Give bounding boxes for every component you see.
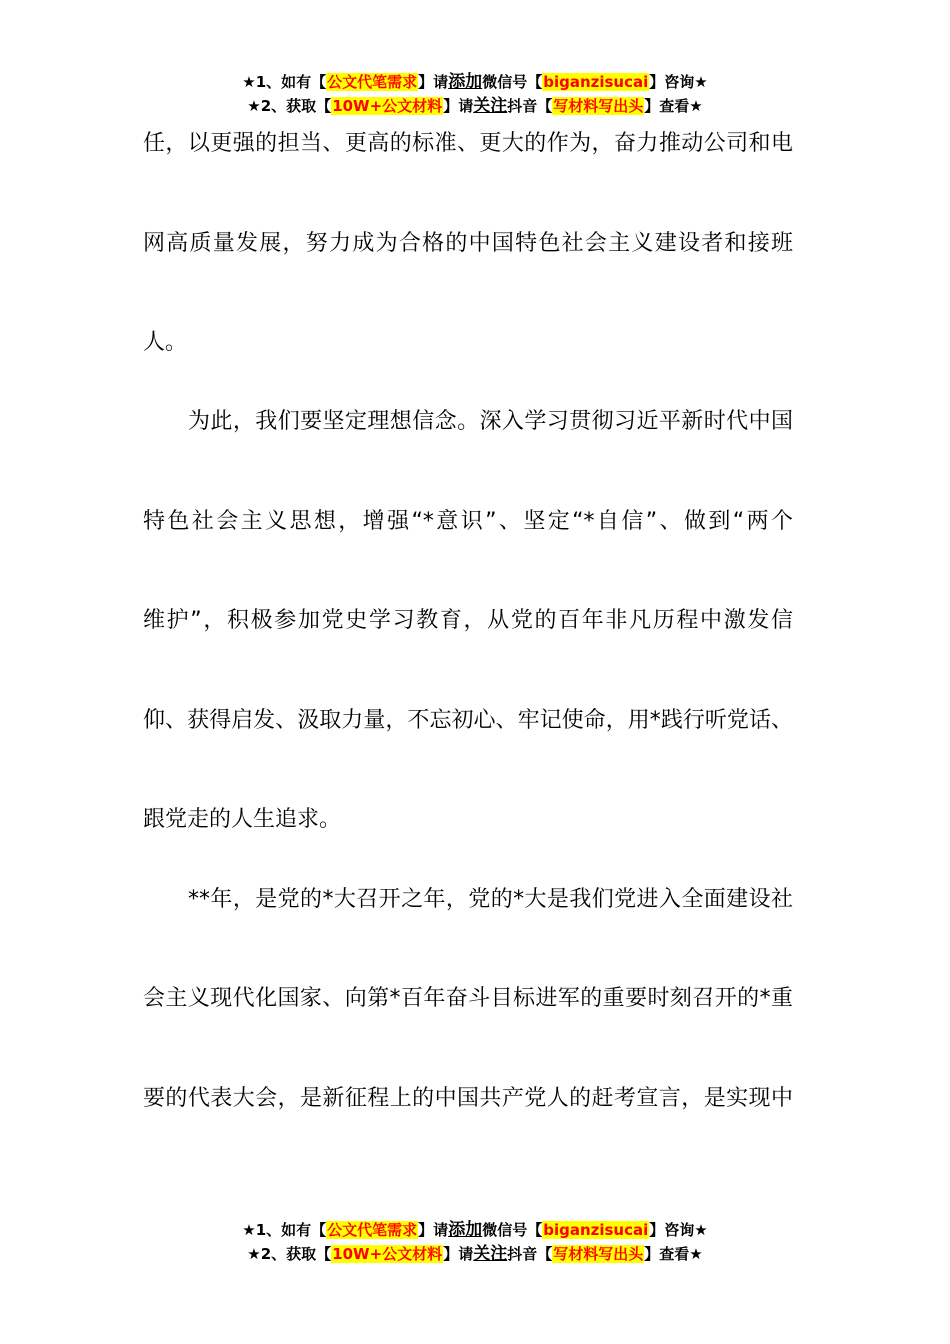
body-line-3: 人。 xyxy=(143,330,188,355)
promo-line-1-mid: 】请 xyxy=(418,73,449,91)
body-line-11: 要的代表大会，是新征程上的中国共产党人的赶考宣言，是实现中 xyxy=(143,1086,793,1111)
promo-line-1-prefix: ★1、如有【 xyxy=(242,1221,327,1239)
promo-line-1-prefix: ★1、如有【 xyxy=(242,73,327,91)
promo-line-1 xyxy=(0,70,950,94)
promo-line-2-mid: 】请 xyxy=(443,97,474,115)
promo-highlight-service: 公文代笔需求 xyxy=(327,73,418,91)
promo-line-2-mid2: 抖音【 xyxy=(507,1245,553,1263)
body-line-8: 跟党走的人生追求。 xyxy=(143,807,342,832)
promo-highlight-materials: 10W+公文材料 xyxy=(332,1245,443,1263)
promo-line-2 xyxy=(0,94,950,118)
promo-banner-top xyxy=(0,70,950,118)
body-line-7: 仰、获得启发、汲取力量，不忘初心、牢记使命，用*践行听党话、 xyxy=(143,708,793,733)
promo-line-1-suffix: 】咨询★ xyxy=(649,73,708,91)
promo-emphasis-follow: 关注 xyxy=(473,1244,508,1264)
promo-highlight-materials: 10W+公文材料 xyxy=(332,97,443,115)
body-line-10: 会主义现代化国家、向第*百年奋斗目标进军的重要时刻召开的*重 xyxy=(143,986,793,1011)
body-line-9: **年，是党的*大召开之年，党的*大是我们党进入全面建设社 xyxy=(188,887,793,912)
promo-line-2-suffix: 】查看★ xyxy=(644,97,703,115)
promo-highlight-wechat-id: biganzisucai xyxy=(543,73,649,91)
promo-highlight-service: 公文代笔需求 xyxy=(327,1221,418,1239)
body-line-5: 特色社会主义思想，增强“*意识”、坚定“*自信”、做到“两个 xyxy=(143,509,793,534)
promo-highlight-douyin: 写材料写出头 xyxy=(553,1245,644,1263)
promo-emphasis-add: 添加 xyxy=(448,1220,483,1240)
promo-line-2-mid: 】请 xyxy=(443,1245,474,1263)
promo-line-1-mid: 】请 xyxy=(418,1221,449,1239)
promo-line-2-footer xyxy=(0,1242,950,1266)
body-line-6: 维护”，积极参加党史学习教育，从党的百年非凡历程中激发信 xyxy=(143,608,793,633)
body-line-4: 为此，我们要坚定理想信念。深入学习贯彻习近平新时代中国 xyxy=(188,409,793,434)
promo-line-1-mid2: 微信号【 xyxy=(482,73,543,91)
promo-emphasis-follow: 关注 xyxy=(473,96,508,116)
promo-line-1-mid2: 微信号【 xyxy=(482,1221,543,1239)
body-line-1: 任，以更强的担当、更高的标准、更大的作为，奋力推动公司和电 xyxy=(143,131,793,156)
promo-highlight-douyin: 写材料写出头 xyxy=(553,97,644,115)
promo-line-2-mid2: 抖音【 xyxy=(507,97,553,115)
promo-line-2-prefix: ★2、获取【 xyxy=(247,1245,332,1263)
promo-line-1-footer xyxy=(0,1218,950,1242)
promo-line-1-suffix: 】咨询★ xyxy=(649,1221,708,1239)
promo-line-2-suffix: 】查看★ xyxy=(644,1245,703,1263)
promo-banner-bottom xyxy=(0,1218,950,1266)
promo-line-2-prefix: ★2、获取【 xyxy=(247,97,332,115)
promo-highlight-wechat-id: biganzisucai xyxy=(543,1221,649,1239)
promo-emphasis-add: 添加 xyxy=(448,72,483,92)
body-line-2: 网高质量发展，努力成为合格的中国特色社会主义建设者和接班 xyxy=(143,231,793,256)
